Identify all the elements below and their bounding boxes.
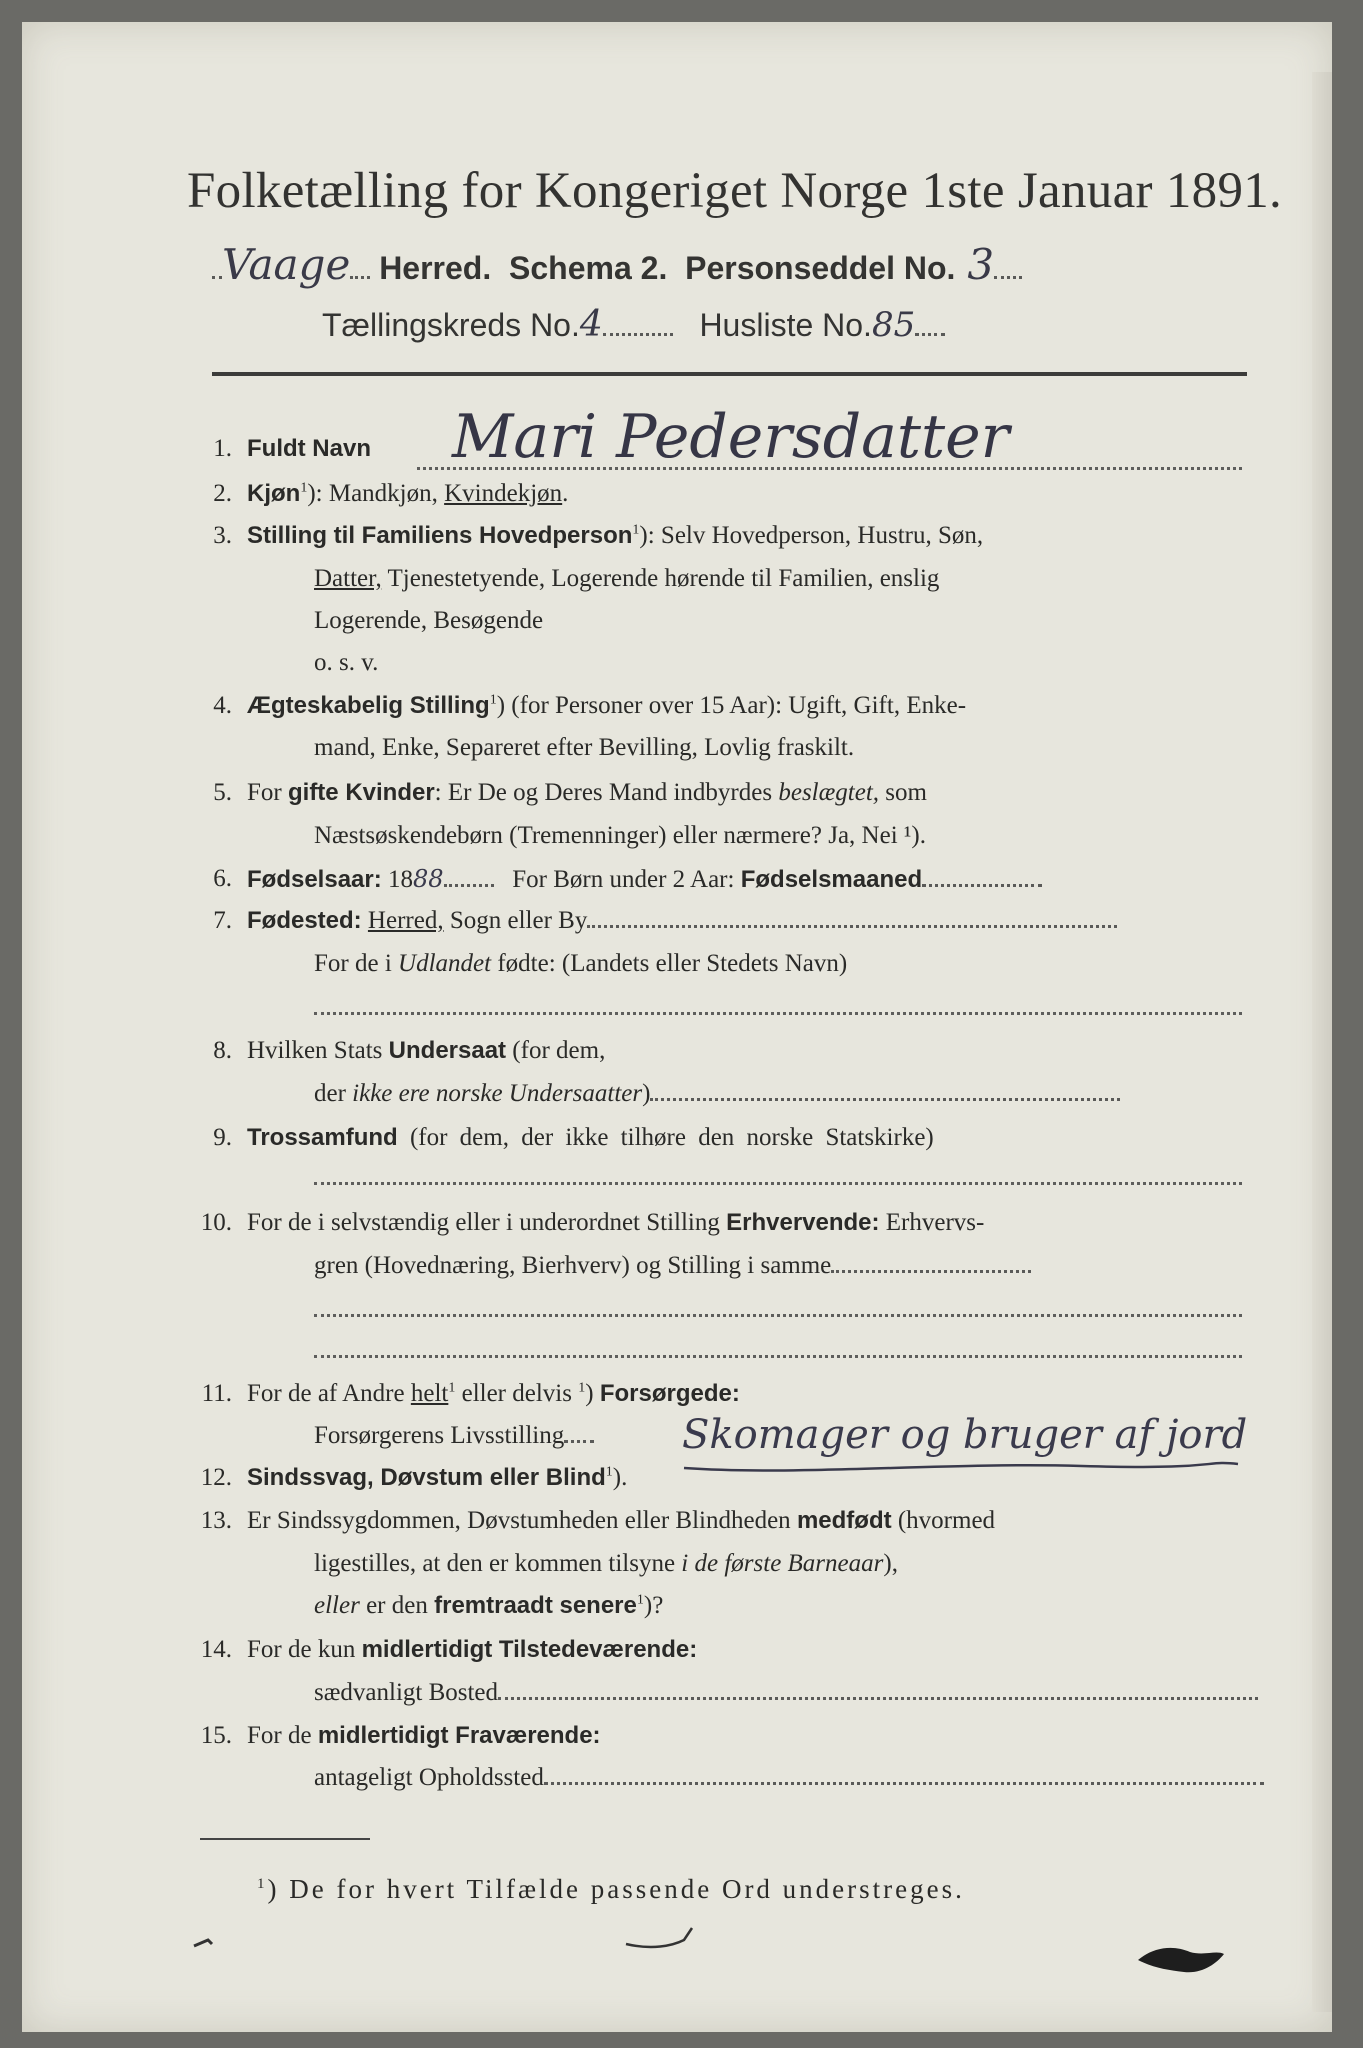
q15-line1: For de midlertidigt Fraværende: [247,1722,601,1749]
q14-number: 14. [200,1636,232,1663]
schema-label: Schema 2. [509,250,668,286]
herred-value: Vaage [222,240,351,289]
q11-line2: Forsørgerens Livsstilling [314,1422,594,1450]
q3-selected-datter: Datter, [314,565,382,592]
q10-line2: gren (Hovednæring, Bierhverv) og Stilling i samme [314,1252,1031,1280]
q10-fill-line-1 [314,1314,1242,1317]
q4-number: 4. [213,692,232,719]
q5-line1: For gifte Kvinder: Er De og Deres Mand indbyrdes beslægtet, som [247,779,927,806]
kreds-label: Tællingskreds No. [322,307,580,343]
q10-number: 10. [200,1209,232,1236]
q6-line: Fødselsaar: 1888 For Børn under 2 Aar: Fødselsmaaned [247,865,1042,894]
q13-line2: ligestilles, at den er kommen tilsyne i de første Barneaar), [314,1550,898,1577]
ink-blot-right [1132,1934,1232,1984]
q13-number: 13. [200,1507,232,1534]
q2-selected-kvindekjon: Kvindekjøn [444,480,563,507]
q14-line1: For de kun midlertidigt Tilstedeværende: [247,1636,698,1663]
q12-number: 12. [200,1464,232,1491]
ink-mark-left [190,1932,220,1952]
q9-fill-line [314,1182,1242,1185]
q3-line4: o. s. v. [314,649,379,676]
q13-line3: eller er den fremtraadt senere$^1$)? [314,1592,664,1619]
q7-line1: Fødested: Herred, Sogn eller By [247,907,1117,935]
q2-number: 2. [213,480,232,507]
q4-line1: Ægteskabelig Stilling$^1$) (for Personer over 15 Aar): Ugift, Gift, Enke- [247,692,967,719]
q3-number: 3. [213,522,232,549]
q8-number: 8. [213,1037,232,1064]
q12-line: Sindssvag, Døvstum eller Blind$^1$). [247,1464,628,1491]
q6-birth-year-value: 88 [412,865,444,893]
q11-line1: For de af Andre helt$^1$ eller delvis $^1$) Forsørgede: [247,1380,740,1407]
q15-number: 15. [200,1722,232,1749]
paper-edge [1312,72,1332,2012]
q7-selected-herred: Herred, [367,907,444,934]
q10-line1: For de i selvstændig eller i underordnet Stilling Erhvervende: Erhvervs- [247,1209,985,1236]
q10-fill-line-2 [314,1355,1242,1358]
q7-fill-line [314,1012,1242,1015]
q4-line2: mand, Enke, Separeret efter Bevilling, Lovlig fraskilt. [314,734,855,761]
q15-line2: antageligt Opholdssted [314,1764,1264,1792]
q5-number: 5. [213,779,232,806]
q14-line2: sædvanligt Bosted [314,1679,1258,1707]
footnote: $^1$) De for hvert Tilfælde passende Ord understreges. [257,1874,965,1904]
header-rule [212,372,1247,376]
q1-fill-line [417,467,1242,470]
personseddel-value: 3 [967,240,995,289]
q6-number: 6. [213,865,232,892]
q9-line1: Trossamfund (for dem, der ikke tilhøre den norske Statskirke) [247,1124,934,1151]
census-form-page [22,22,1332,2032]
q3-line1: Stilling til Familiens Hovedperson$^1$): Selv Hovedperson, Hustru, Søn, [247,522,984,549]
q8-line1: Hvilken Stats Undersaat (for dem, [247,1037,606,1064]
q3-line3: Logerende, Besøgende [314,607,544,634]
q2-text: Kjøn$^1$): Mandkjøn, Kvindekjøn. [247,480,569,507]
q1-full-name-value: Mari Pedersdatter [452,402,1010,472]
personseddel-label: Personseddel No. [685,250,956,286]
q11-number: 11. [201,1380,232,1407]
q7-number: 7. [213,907,232,934]
q7-line2: For de i Udlandet fødte: (Landets eller Stedets Navn) [314,950,848,977]
q11-provider-occupation-value: Skomager og bruger af jord [682,1412,1248,1458]
footnote-rule [200,1838,370,1840]
q5-line2: Næstsøskendebørn (Tremenninger) eller nærmere? Ja, Nei ¹). [314,822,926,849]
form-title: Folketælling for Kongeriget Norge 1ste Januar 1891. [187,163,1283,219]
herred-line [212,240,1022,289]
q3-line2: Datter, Tjenestetyende, Logerende hørende til Familien, enslig [314,565,940,592]
q11-handwritten-underline [682,1454,1242,1478]
husliste-value: 85 [871,305,916,345]
herred-label: Herred. [379,250,492,286]
kreds-value: 4 [579,304,603,345]
kreds-line [322,304,945,345]
q13-line1: Er Sindssygdommen, Døvstumheden eller Blindheden medfødt (hvormed [247,1507,996,1534]
q1-label: Fuldt Navn [247,435,371,462]
q1-number: 1. [213,435,232,462]
q11-selected-helt: helt [410,1380,449,1407]
husliste-label: Husliste No. [699,307,872,343]
q8-line2: der ikke ere norske Undersaatter) [314,1080,1120,1108]
ink-mark-center [622,1922,702,1952]
q9-number: 9. [213,1124,232,1151]
